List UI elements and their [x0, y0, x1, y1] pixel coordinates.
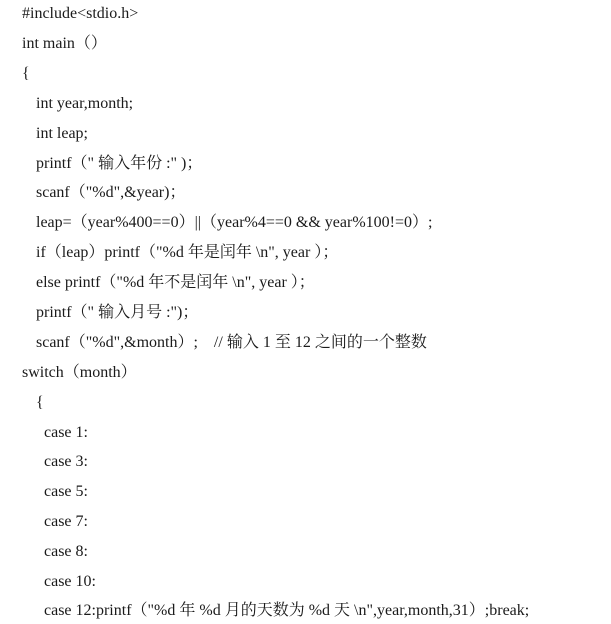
code-line-5: int leap; [36, 125, 88, 142]
code-line-9: if（leap）printf（"%d 年是闰年 \n", year ）； [36, 244, 339, 261]
code-line-20: case 10: [44, 573, 96, 590]
code-line-15: case 1: [44, 424, 88, 441]
code-line-7: scanf（"%d",&year)； [36, 184, 186, 201]
code-line-11: printf（" 输入月号 :")； [36, 304, 199, 321]
code-line-1: #include<stdio.h> [22, 5, 139, 22]
code-line-2: int main（） [22, 35, 107, 52]
code-line-12: scanf（"%d",&month）; // 输入 1 至 12 之间的一个整数 [36, 334, 427, 351]
code-line-10: else printf（"%d 年不是闰年 \n", year ）； [36, 274, 315, 291]
code-line-14: { [36, 394, 44, 411]
code-line-6: printf（" 输入年份 :" )； [36, 155, 203, 172]
code-line-19: case 8: [44, 543, 88, 560]
code-line-13: switch（month） [22, 364, 137, 381]
code-line-3: { [22, 65, 30, 82]
code-line-4: int year,month; [36, 95, 134, 112]
code-line-17: case 5: [44, 483, 88, 500]
code-line-21: case 12:printf（"%d 年 %d 月的天数为 %d 天 \n",year,month,31）;break; [44, 602, 530, 619]
code-line-18: case 7: [44, 513, 88, 530]
code-line-16: case 3: [44, 453, 88, 470]
code-line-8: leap=（year%400==0）||（year%4==0 && year%100!=0）; [36, 214, 433, 231]
